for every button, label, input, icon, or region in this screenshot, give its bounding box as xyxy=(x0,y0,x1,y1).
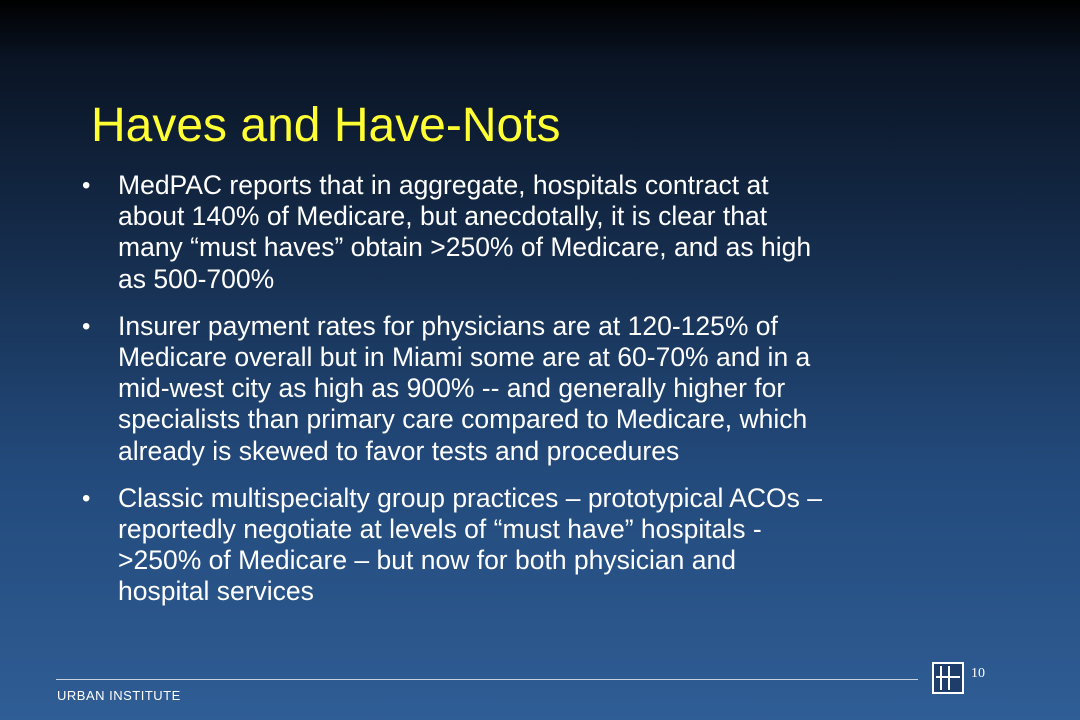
bullet-text: Insurer payment rates for physicians are at 120-125% of Medicare overall but in Miami some are at 60-70% and in a mid-west city as high as 900% -- and generally higher for specialists than primary care compared to Medicare, which already is skewed to favor tests and procedures xyxy=(118,310,811,466)
footer-divider xyxy=(56,679,918,680)
bullet-text: MedPAC reports that in aggregate, hospitals contract at about 140% of Medicare, but anecdotally, it is clear that many “must haves” obtain >250% of Medicare, and as high as 500-700% xyxy=(118,170,812,294)
bullet-marker: • xyxy=(82,172,91,199)
bullet-text: Classic multispecialty group practices – prototypical ACOs – reportedly negotiate at levels of “must have” hospitals - >250% of Medicare – but now for both physician and hospital services xyxy=(118,482,823,607)
bullet-marker: • xyxy=(82,312,91,340)
footer-organization: URBAN INSTITUTE xyxy=(57,688,181,703)
page-number: 10 xyxy=(971,666,985,681)
bullet-item xyxy=(82,170,982,295)
bullet-item xyxy=(82,483,982,608)
bullet-list xyxy=(82,170,982,624)
bullet-item xyxy=(82,311,982,467)
urban-institute-logo-icon xyxy=(932,662,964,694)
slide-title: Haves and Have-Nots xyxy=(91,99,561,152)
bullet-marker: • xyxy=(82,484,91,512)
